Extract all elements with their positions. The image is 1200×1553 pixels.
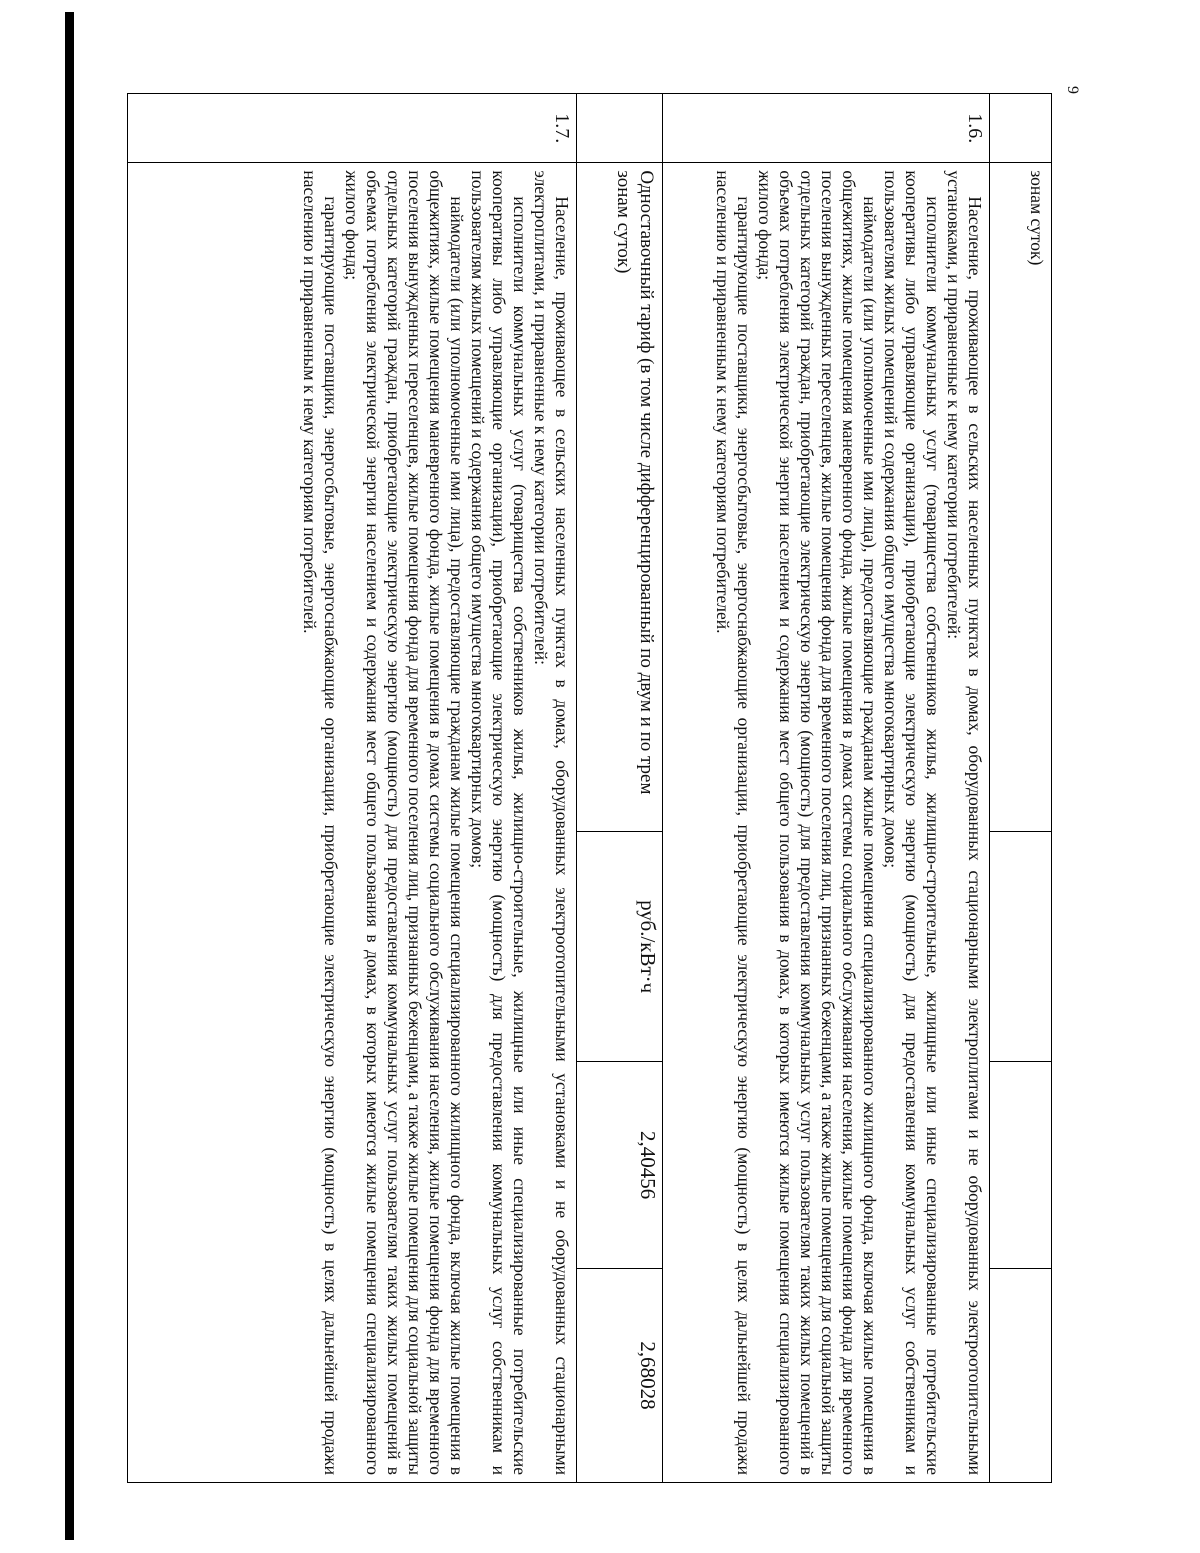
- paragraph: исполнители коммунальных услуг (товарищества собственников жилья, жилищно-строительные, жилищные или иные специализированные потребительские кооперативы либо управляющие организации), приобретающие электрическую энергию (мощность) для предоставления коммунальных услуг собственникам и пользователям жилых помещений и содержания общего имущества многоквартирных домов;: [468, 170, 530, 1475]
- table-row-1-6: [663, 94, 990, 1483]
- paragraph: Население, проживающее в сельских населенных пунктах в домах, оборудованных стационарными электроплитами и не оборудованных электроотопительными установками, и приравненные к нему категории потребителей:: [944, 170, 985, 1475]
- paragraph: исполнители коммунальных услуг (товарищества собственников жилья, жилищно-строительные, жилищные или иные специализированные потребительские кооперативы либо управляющие организации), приобретающие электрическую энергию (мощность) для предоставления коммунальных услуг собственникам и пользователям жилых помещений и содержания общего имущества многоквартирных домов;: [881, 170, 943, 1475]
- table-row-1-7: [128, 94, 577, 1483]
- row-text-1-6: [663, 163, 990, 1483]
- page-number: 9: [1064, 86, 1081, 94]
- paragraph: гарантирующие поставщики, энергосбытовые, энергоснабжающие организации, приобретающие электрическую энергию (мощность) в целях дальнейшей продажи населению и приравненным к нему категориям потребителей.: [713, 170, 754, 1475]
- tariff-unit: руб./кВт·ч: [577, 832, 663, 1062]
- number-cell-empty: [990, 94, 1052, 163]
- value-cell-empty-1: [990, 1062, 1052, 1269]
- paragraph: Население, проживающее в сельских населенных пунктах в домах, оборудованных электроотопительными установками и не оборудованных стационарными электроплитами, и приравненные к нему категории потребителей:: [531, 170, 572, 1475]
- paragraph: гарантирующие поставщики, энергосбытовые, энергоснабжающие организации, приобретающие электрическую энергию (мощность) в целях дальнейшей продажи населению и приравненным к нему категориям потребителей.: [300, 170, 341, 1475]
- row-number: 1.6.: [663, 94, 990, 163]
- scan-edge-bar: [65, 12, 74, 1540]
- description-cell: зонам суток): [990, 163, 1052, 832]
- table-row-header-continuation: [990, 94, 1052, 1483]
- rotated-page: [127, 93, 1052, 1483]
- table-row-tariff: [577, 94, 663, 1483]
- row-text-1-7: [128, 163, 577, 1483]
- row-number: 1.7.: [128, 94, 577, 163]
- paragraph: наймодатели (или уполномоченные ими лица), предоставляющие гражданам жилые помещения специализированного жилищного фонда, включая жилые помещения в общежитиях, жилые помещения маневренного фонда, жилые помещения в домах системы социального обслуживания населения, жилые помещения фонда для временного поселения вынужденных переселенцев, жилые помещения фонда для временного поселения лиц, признанных беженцами, а также жилые помещения для социальной защиты отдельных категорий граждан, приобретающие электрическую энергию (мощность) для предоставления коммунальных услуг пользователям таких жилых помещений в объемах потребления электрической энергии населением и содержания мест общего пользования в домах, в которых имеются жилые помещения специализированного жилого фонда;: [342, 170, 467, 1475]
- tariff-description: Одноставочный тариф (в том числе дифференцированный по двум и по трем зонам суток): [577, 163, 663, 832]
- unit-cell-empty: [990, 832, 1052, 1062]
- tariff-value-2: 2,68028: [577, 1268, 663, 1482]
- value-cell-empty-2: [990, 1268, 1052, 1482]
- number-cell-empty: [577, 94, 663, 163]
- tariff-table: [127, 93, 1052, 1483]
- tariff-value-1: 2,40456: [577, 1062, 663, 1269]
- paragraph: наймодатели (или уполномоченные ими лица), предоставляющие гражданам жилые помещения специализированного жилищного фонда, включая жилые помещения в общежитиях, жилые помещения маневренного фонда, жилые помещения в домах системы социального обслуживания населения, жилые помещения фонда для временного поселения вынужденных переселенцев, жилые помещения фонда для временного поселения лиц, признанных беженцами, а также жилые помещения для социальной защиты отдельных категорий граждан, приобретающие электрическую энергию (мощность) для предоставления коммунальных услуг пользователям таких жилых помещений в объемах потребления электрической энергии населением и содержания мест общего пользования в домах, в которых имеются жилые помещения специализированного жилого фонда;: [755, 170, 880, 1475]
